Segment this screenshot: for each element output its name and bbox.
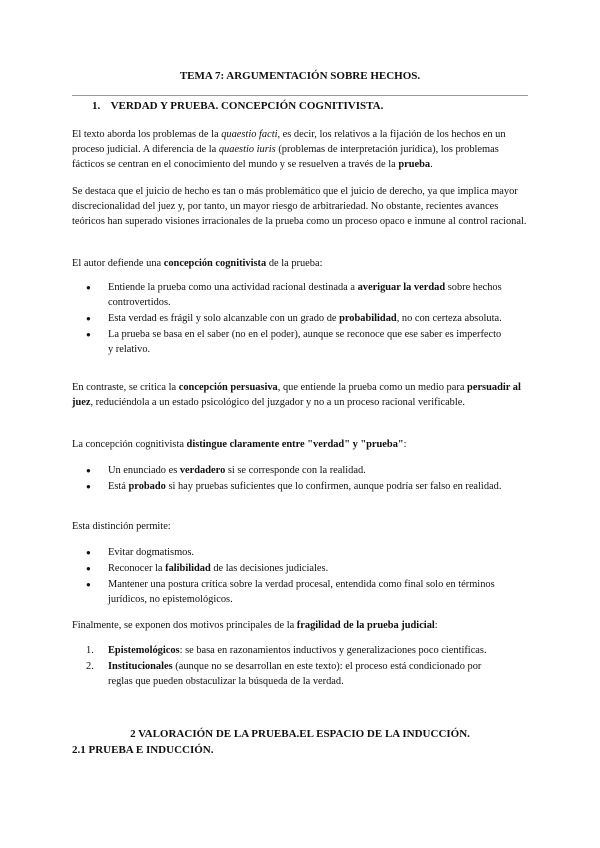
term-quaestio-iuris: quaestio iuris	[218, 144, 276, 155]
text: , reduciéndola a un estado psicológico del juzgador y no a un proceso racional verificable.	[90, 397, 465, 408]
term-verdad-prueba: distingue claramente entre "verdad" y "prueba"	[186, 439, 404, 450]
text: Un enunciado es	[108, 465, 180, 476]
text: sobre hechos controvertidos.	[108, 282, 502, 308]
text: , no con certeza absoluta.	[396, 313, 502, 324]
text: de las decisiones judiciales.	[210, 563, 329, 574]
list-item	[72, 545, 502, 560]
title-divider	[72, 95, 528, 96]
term: Epistemológicos	[108, 645, 180, 656]
text: Entiende la prueba como una actividad racional destinada a	[108, 282, 358, 293]
text: El autor defiende una	[72, 258, 164, 269]
paragraph-persuasiva	[72, 380, 532, 410]
paragraph-juicio-hecho: Se destaca que el juicio de hecho es tan o más problemático que el juicio de derecho, ya que implica mayor discrecionalidad del juez y, por tanto, un mayor riesgo de arbitrariedad. No obstante, recientes avances teóricos han superado visiones irracionales de la prueba como un proceso opaco e inmune al control racional.	[72, 186, 527, 227]
list-item	[72, 463, 502, 478]
list-number: 2.	[86, 661, 94, 672]
list-item	[72, 479, 502, 494]
term-prueba: prueba	[398, 159, 431, 170]
paragraph-quaestio	[72, 127, 532, 172]
paragraph-fragilidad	[72, 618, 532, 633]
section-1-title: VERDAD Y PRUEBA. CONCEPCIÓN COGNITIVISTA.	[110, 100, 384, 112]
term-concepcion-persuasiva: concepción persuasiva	[178, 382, 278, 393]
text: Mantener una postura crítica sobre la verdad procesal, entendida como final solo en términos jurídicos, no epistemológicos.	[108, 579, 495, 605]
list-item	[72, 561, 502, 576]
text: si hay pruebas suficientes que lo confirmen, aunque podría ser falso en realidad.	[165, 481, 502, 492]
text: si se corresponde con la realidad.	[225, 465, 366, 476]
text: : se basa en razonamientos inductivos y generalizaciones poco científicas.	[179, 645, 487, 656]
paragraph-autor	[72, 256, 532, 271]
paragraph-distincion: Esta distinción permite:	[72, 521, 171, 532]
text: El texto aborda los problemas de la	[72, 129, 222, 140]
list-item	[72, 327, 502, 357]
list-motivos	[72, 643, 502, 690]
term: averiguar la verdad	[357, 282, 446, 293]
section-2-1-heading: 2.1 PRUEBA E INDUCCIÓN.	[72, 744, 214, 756]
term-quaestio-facti: quaestio facti	[221, 129, 278, 140]
term: verdadero	[179, 465, 226, 476]
text: Evitar dogmatismos.	[108, 547, 195, 558]
text: La concepción cognitivista	[72, 439, 187, 450]
section-1-heading	[92, 100, 383, 112]
term: probado	[128, 481, 166, 492]
section-2-heading: 2 VALORACIÓN DE LA PRUEBA.EL ESPACIO DE LA INDUCCIÓN.	[130, 728, 470, 740]
text: Está	[108, 481, 129, 492]
list-distincion	[72, 545, 502, 608]
list-item	[72, 659, 502, 689]
text: .	[430, 159, 433, 170]
term: probabilidad	[339, 313, 397, 324]
text: :	[403, 439, 407, 450]
text: Esta verdad es frágil y solo alcanzable con un grado de	[108, 313, 340, 324]
term-concepcion-cognitivista: concepción cognitivista	[163, 258, 267, 269]
document-title: TEMA 7: ARGUMENTACIÓN SOBRE HECHOS.	[179, 70, 421, 82]
text: , es decir, los relativos a la fijación de los hechos en un proceso judicial. A diferencia de la	[72, 129, 506, 155]
text: de la prueba:	[266, 258, 323, 269]
list-item	[72, 311, 502, 326]
text: Finalmente, se exponen dos motivos principales de la	[72, 620, 297, 631]
term-fragilidad: fragilidad de la prueba judicial	[296, 620, 435, 631]
term: Institucionales	[108, 661, 173, 672]
text: , que entiende la prueba como un medio para	[277, 382, 468, 393]
list-cognitivista	[72, 280, 502, 358]
term: falibilidad	[165, 563, 211, 574]
text: La prueba se basa en el saber (no en el poder), aunque se reconoce que ese saber es imperfecto y relativo.	[108, 329, 502, 355]
list-number: 1.	[86, 645, 94, 656]
paragraph-distingue	[72, 437, 532, 452]
text: (aunque no se desarrollan en este texto): el proceso está condicionado por reglas que pueden obstaculizar la búsqueda de la verdad.	[108, 661, 482, 687]
text: :	[434, 620, 438, 631]
list-item	[72, 643, 502, 658]
term-persuadir-al-juez: persuadir al juez	[72, 382, 521, 408]
text: En contraste, se critica la	[72, 382, 179, 393]
text: (problemas de interpretación jurídica), los problemas fácticos se centran en el conocimiento del mundo y se resuelven a través de la	[72, 144, 499, 170]
list-verdad-prueba	[72, 463, 502, 495]
section-1-number: 1.	[92, 100, 101, 112]
list-item	[72, 280, 502, 310]
text: Reconocer la	[108, 563, 166, 574]
list-item	[72, 577, 502, 607]
